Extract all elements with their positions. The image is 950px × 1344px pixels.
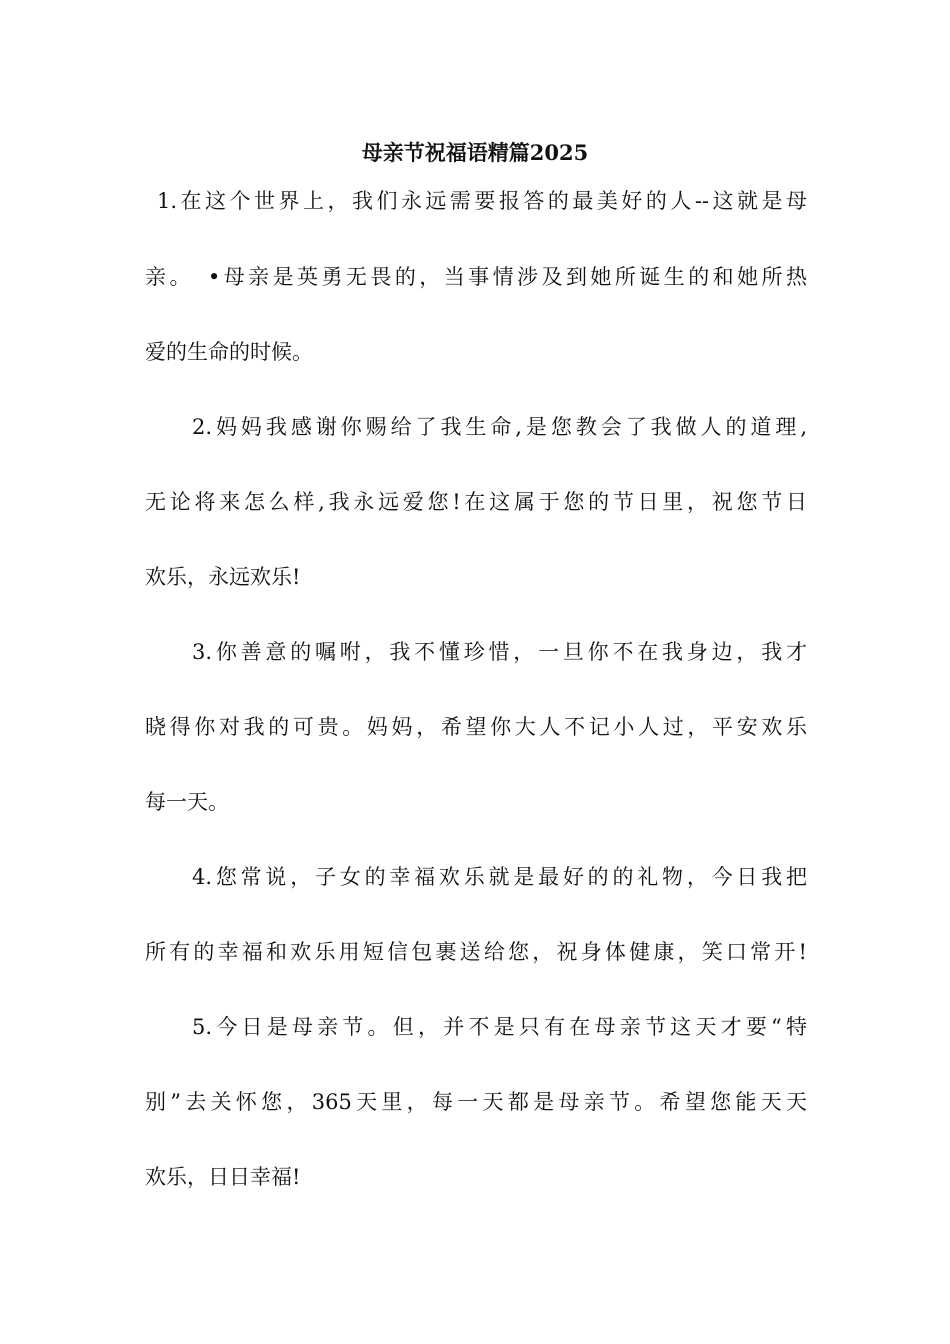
paragraph-2-line-1: 2.妈妈我感谢你赐给了我生命,是您教会了我做人的道理, (192, 415, 807, 439)
paragraph-3-line-3: 每一天。 (145, 790, 229, 814)
paragraph-4-line-2: 所有的幸福和欢乐用短信包裹送给您，祝身体健康，笑口常开! (145, 940, 807, 964)
paragraph-1-line-3: 爱的生命的时候。 (145, 340, 313, 364)
paragraph-2-line-2: 无论将来怎么样,我永远爱您!在这属于您的节日里，祝您节日 (145, 490, 807, 514)
paragraph-1-line-2: 亲。 •母亲是英勇无畏的，当事情涉及到她所诞生的和她所热 (145, 265, 807, 289)
paragraph-4-line-1: 4.您常说，子女的幸福欢乐就是最好的的礼物，今日我把 (192, 865, 807, 889)
paragraph-1-line-1: 1.在这个世界上，我们永远需要报答的最美好的人--这就是母 (157, 189, 807, 213)
document-title: 母亲节祝福语精篇2025 (361, 140, 589, 165)
paragraph-5-line-2: 别”去关怀您，365天里，每一天都是母亲节。希望您能天天 (145, 1090, 807, 1114)
paragraph-2-line-3: 欢乐，永远欢乐! (145, 565, 301, 589)
paragraph-3-line-2: 晓得你对我的可贵。妈妈，希望你大人不记小人过，平安欢乐 (145, 715, 807, 739)
paragraph-3-line-1: 3.你善意的嘱咐，我不懂珍惜，一旦你不在我身边，我才 (192, 640, 807, 664)
paragraph-5-line-3: 欢乐，日日幸福! (145, 1165, 301, 1189)
paragraph-5-line-1: 5.今日是母亲节。但，并不是只有在母亲节这天才要“特 (192, 1015, 807, 1039)
